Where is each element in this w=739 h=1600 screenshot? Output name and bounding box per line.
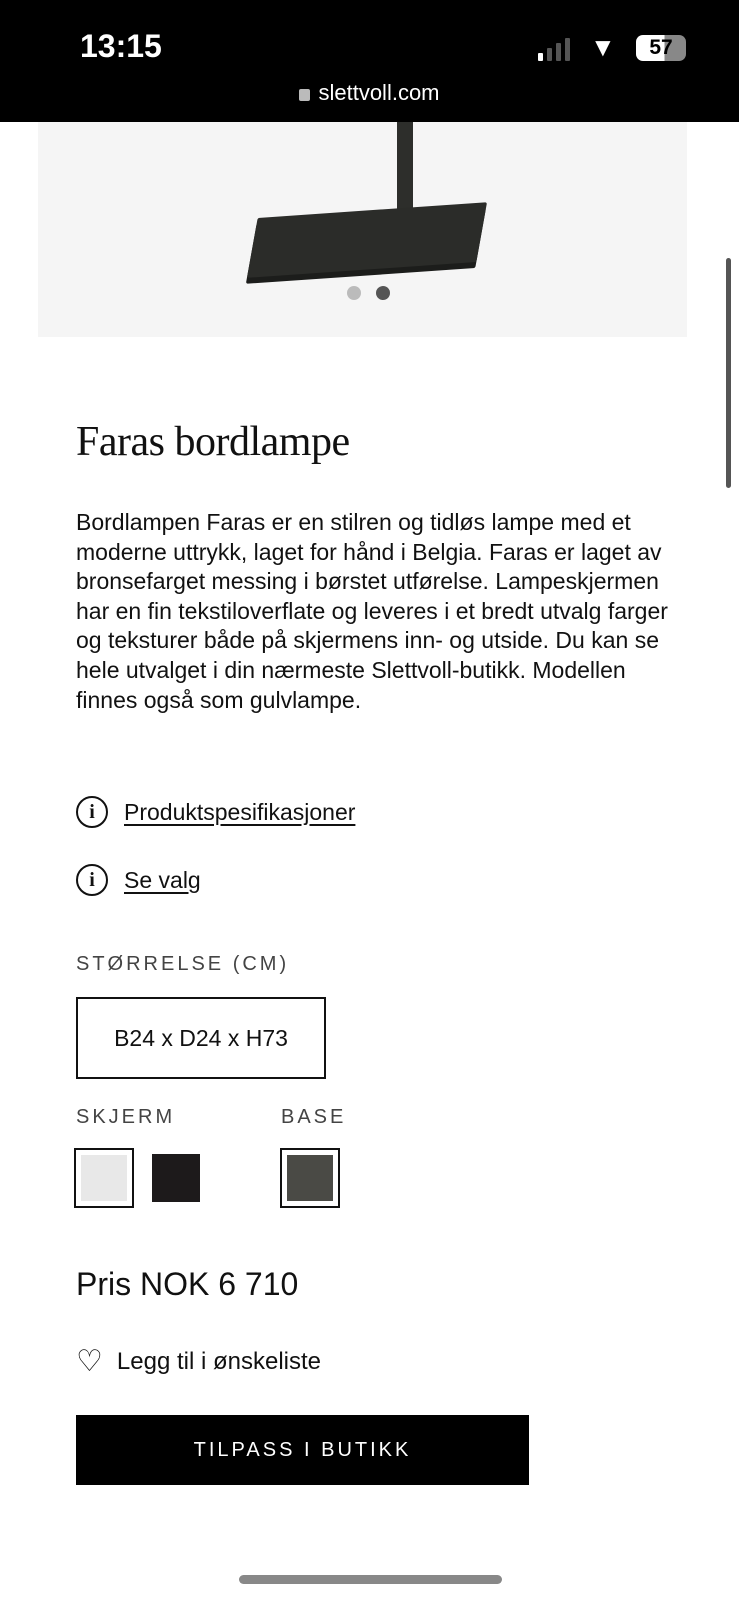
lock-icon	[299, 89, 310, 101]
wifi-icon: ▼	[590, 32, 616, 62]
clock: 13:15	[80, 28, 162, 64]
size-label: STØRRELSE (CM)	[76, 953, 290, 975]
product-image-carousel[interactable]	[38, 122, 687, 337]
heart-icon: ♡	[76, 1345, 103, 1378]
carousel-dots	[347, 286, 390, 300]
product-description: Bordlampen Faras er en stilren og tidløs lampe med et moderne uttrykk, laget for hånd i Belgia. Faras er laget av bronsefarget messing i børstet utførelse. Lampeskjermen har en fin tekstiloverflate og leveres i et bredt utvalg farger og teksturer både på skjermens inn- og utside. Du kan se hele utvalget i din nærmeste Slettvoll-butikk. Modellen finnes også som gulvlampe.	[76, 509, 668, 713]
info-icon: i	[76, 864, 108, 896]
scrollbar[interactable]	[726, 258, 731, 488]
lamp-base-image	[247, 202, 487, 278]
base-swatch-bronze[interactable]	[280, 1148, 340, 1208]
wishlist-button[interactable]: ♡ Legg til i ønskeliste	[76, 1345, 321, 1378]
see-options-link[interactable]: i Se valg	[76, 864, 201, 896]
product-title: Faras bordlampe	[76, 419, 350, 465]
signal-icon	[538, 38, 570, 61]
size-option[interactable]: B24 x D24 x H73	[76, 997, 326, 1079]
url-text: slettvoll.com	[318, 80, 440, 105]
carousel-dot[interactable]	[347, 286, 361, 300]
customize-in-store-button[interactable]: TILPASS I BUTIKK	[76, 1415, 529, 1485]
home-indicator[interactable]	[239, 1575, 502, 1584]
shade-label: SKJERM	[76, 1106, 176, 1128]
status-bar	[0, 0, 739, 122]
product-specs-link[interactable]: i Produktspesifikasjoner	[76, 796, 355, 828]
shade-swatch-white[interactable]	[74, 1148, 134, 1208]
address-bar[interactable]	[0, 80, 739, 106]
carousel-dot-active[interactable]	[376, 286, 390, 300]
info-icon: i	[76, 796, 108, 828]
price: Pris NOK 6 710	[76, 1266, 299, 1302]
shade-swatch-black[interactable]	[146, 1148, 206, 1208]
battery-icon: 57	[636, 35, 686, 61]
base-label: BASE	[281, 1106, 347, 1128]
